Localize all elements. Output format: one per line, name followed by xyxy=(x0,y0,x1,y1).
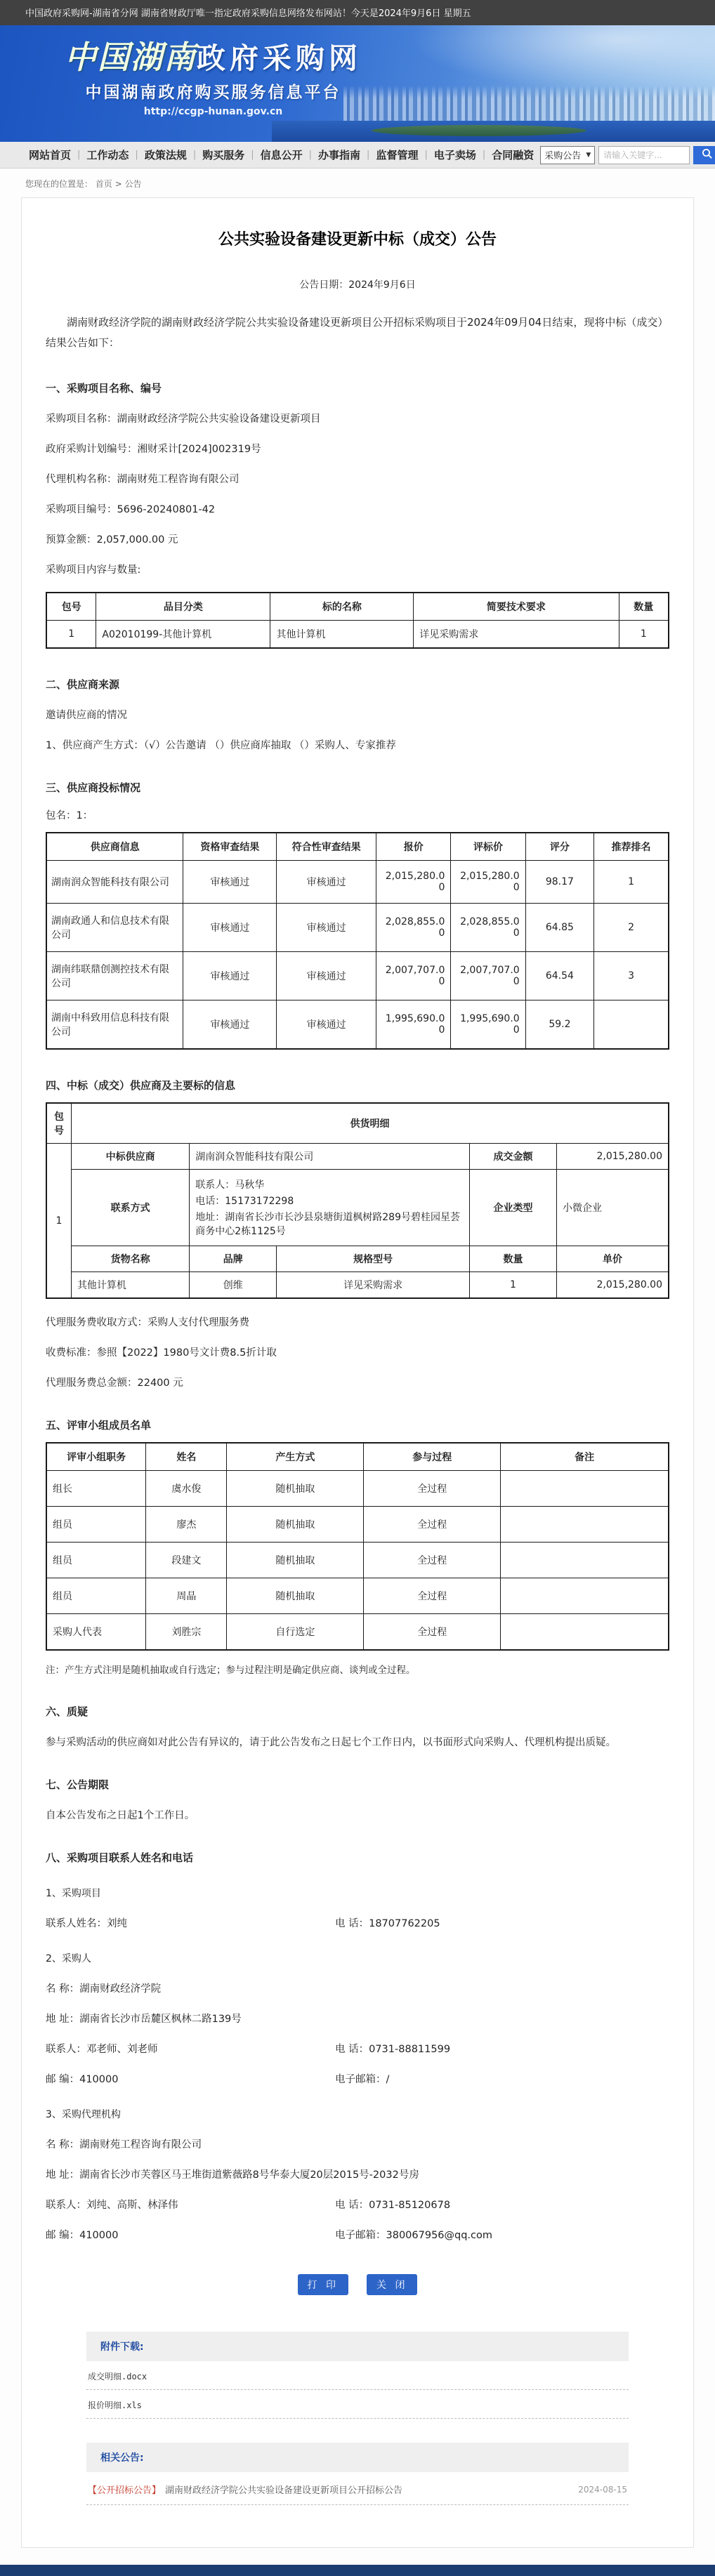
search-button[interactable] xyxy=(693,146,715,164)
table-row xyxy=(46,1578,669,1614)
table-cell: 湖南纬联鼎创测控技术有限公司 xyxy=(46,952,183,1000)
intro-paragraph: 湖南财政经济学院的湖南财政经济学院公共实验设备建设更新项目公开招标采购项目于2024年09月04日结束，现将中标（成交）结果公告如下： xyxy=(46,316,669,349)
top-bar xyxy=(0,0,715,25)
banner-url: http://ccgp-hunan.gov.cn xyxy=(143,106,283,118)
amount-value: 2,015,280.00 xyxy=(556,1144,669,1170)
site-logo xyxy=(65,41,362,117)
table-header-row xyxy=(46,1443,669,1471)
related-announcement-link[interactable] xyxy=(86,2472,629,2505)
column-header: 评分 xyxy=(525,833,593,861)
section2-heading: 二、供应商来源 xyxy=(46,678,120,691)
section7-heading: 七、公告期限 xyxy=(46,1778,110,1791)
project-contact-phone: 电 话：18707762205 xyxy=(335,1918,440,1929)
table-cell: 组员 xyxy=(46,1578,146,1614)
table-cell: 全过程 xyxy=(364,1578,501,1614)
table-cell: 随机抽取 xyxy=(227,1578,364,1614)
table-cell: 全过程 xyxy=(364,1507,501,1543)
column-header: 资格审查结果 xyxy=(183,833,277,861)
agency-name: 名 称：湖南财苑工程咨询有限公司 xyxy=(46,2139,202,2151)
section8-heading: 八、采购项目联系人姓名和电话 xyxy=(46,1851,194,1864)
table-cell xyxy=(501,1578,669,1614)
table-cell: 1 xyxy=(619,621,669,649)
table-row xyxy=(46,621,669,649)
agency-phone: 电 话：0731-85120678 xyxy=(335,2200,451,2211)
nav-item-info-disclosure[interactable]: 信息公开 xyxy=(260,149,303,161)
table-cell: 周晶 xyxy=(146,1578,227,1614)
table-cell: 审核通过 xyxy=(277,861,376,904)
attachment-link[interactable]: 成交明细.docx xyxy=(86,2361,629,2390)
table-cell: 组员 xyxy=(46,1543,146,1578)
table-cell: 审核通过 xyxy=(183,952,277,1000)
table-cell: 虞水俊 xyxy=(146,1471,227,1507)
table-cell: 1,995,690.00 xyxy=(451,1000,525,1050)
related-header: 相关公告: xyxy=(86,2443,629,2472)
chevron-down-icon: ▼ xyxy=(586,151,591,159)
table-row xyxy=(46,861,669,904)
table-cell: 2,007,707.00 xyxy=(376,952,451,1000)
purchaser-address: 地 址：湖南省长沙市岳麓区枫林二路139号 xyxy=(46,2014,242,2025)
column-header: 评标价 xyxy=(451,833,525,861)
table-cell xyxy=(501,1471,669,1507)
purchaser-contact: 联系人：邓老师、刘老师 xyxy=(46,2044,158,2055)
main-nav xyxy=(0,142,715,169)
action-button-row xyxy=(46,2274,669,2295)
table-cell: 1,995,690.00 xyxy=(376,1000,451,1050)
table-cell: 全过程 xyxy=(364,1614,501,1651)
nav-separator: | xyxy=(424,150,428,160)
table-cell: 随机抽取 xyxy=(227,1507,364,1543)
table-cell xyxy=(501,1543,669,1578)
contact-label: 联系方式 xyxy=(71,1170,189,1246)
table-header-row xyxy=(46,593,669,621)
table-cell xyxy=(594,1000,669,1050)
table-cell: 2,028,855.00 xyxy=(376,904,451,952)
table-row xyxy=(46,904,669,952)
page-title: 公共实验设备建设更新中标（成交）公告 xyxy=(218,231,497,249)
table-cell: 组长 xyxy=(46,1471,146,1507)
table-cell: 审核通过 xyxy=(183,1000,277,1050)
section6-body: 参与采购活动的供应商如对此公告有异议的，请于此公告发布之日起七个工作日内，以书面形式向采购人、代理机构提出质疑。 xyxy=(46,1737,616,1748)
nav-separator: | xyxy=(367,150,370,160)
sub3-label: 3、采购代理机构 xyxy=(46,2109,121,2120)
table-header-row xyxy=(46,833,669,861)
attachment-link[interactable]: 报价明细.xls xyxy=(86,2390,629,2419)
goods-qty: 1 xyxy=(469,1272,556,1299)
project-contact-name: 联系人姓名：刘纯 xyxy=(46,1918,127,1929)
attachments-section xyxy=(86,2332,629,2419)
table-cell xyxy=(501,1507,669,1543)
nav-item-news[interactable]: 工作动态 xyxy=(86,149,129,161)
agency-address: 地 址：湖南省长沙市芙蓉区马王堆街道紫薇路8号华泰大厦20层2015号-2032号房 xyxy=(46,2169,419,2181)
breadcrumb-current-link[interactable]: 公告 xyxy=(124,179,142,189)
info-line: 政府采购计划编号：湘财采计[2024]002319号 xyxy=(46,444,261,455)
column-header: 供应商信息 xyxy=(46,833,183,861)
table-cell: 详见采购需求 xyxy=(414,621,619,649)
purchaser-phone: 电 话：0731-88811599 xyxy=(335,2044,451,2055)
award-table xyxy=(46,1102,669,1299)
enterprise-type-value: 小微企业 xyxy=(556,1170,669,1246)
info-line: 采购项目名称：湖南财政经济学院公共实验设备建设更新项目 xyxy=(46,414,321,425)
sub1-label: 1、采购项目 xyxy=(46,1888,101,1899)
info-line: 代理服务费总金额：22400 元 xyxy=(46,1378,183,1389)
column-header: 报价 xyxy=(376,833,451,861)
table-row xyxy=(46,1614,669,1651)
info-line: 采购项目编号：5696-20240801-42 xyxy=(46,504,216,515)
nav-item-emarket[interactable]: 电子卖场 xyxy=(433,149,476,161)
table-cell: 64.85 xyxy=(525,904,593,952)
nav-separator: | xyxy=(192,150,197,160)
award-package-no: 1 xyxy=(46,1144,71,1299)
brand-calligraphy: 中国湖南 xyxy=(65,39,197,76)
column-header: 数量 xyxy=(619,593,669,621)
contact-address: 地址：湖南省长沙市长沙县泉塘街道枫树路289号碧桂园星荟商务中心2栋1125号 xyxy=(195,1212,460,1237)
panel-note: 注：产生方式注明是随机抽取或自行选定；参与过程注明是确定供应商、谈判或全过程。 xyxy=(46,1665,416,1676)
search-box xyxy=(540,146,715,164)
table-cell: 3 xyxy=(594,952,669,1000)
notice-content-card xyxy=(21,197,694,2548)
table-row xyxy=(46,1471,669,1507)
items-table xyxy=(46,592,669,649)
nav-item-contract-finance[interactable]: 合同融资 xyxy=(492,149,534,161)
winner-label: 中标供应商 xyxy=(71,1144,189,1170)
review-panel-table xyxy=(46,1442,669,1651)
announcement-date: 公告日期：2024年9月6日 xyxy=(299,279,416,291)
search-category-select[interactable] xyxy=(540,146,595,164)
sub2-label: 2、采购人 xyxy=(46,1953,91,1964)
table-row xyxy=(46,1543,669,1578)
table-cell: 其他计算机 xyxy=(270,621,414,649)
table-cell: 刘胜宗 xyxy=(146,1614,227,1651)
award-baohao-header: 包号 xyxy=(46,1103,71,1144)
table-cell: 审核通过 xyxy=(277,952,376,1000)
table-cell: 2,015,280.00 xyxy=(376,861,451,904)
column-header: 评审小组职务 xyxy=(46,1443,146,1471)
winner-name: 湖南润众智能科技有限公司 xyxy=(190,1144,470,1170)
table-cell: 组员 xyxy=(46,1507,146,1543)
contact-pair-row xyxy=(46,2197,669,2212)
nav-separator: | xyxy=(482,150,486,160)
table-cell: 2 xyxy=(594,904,669,952)
nav-separator: | xyxy=(308,150,313,160)
enterprise-type-label: 企业类型 xyxy=(469,1170,556,1246)
top-bar-text: 中国政府采购网-湖南省分网 湖南省财政厅唯一指定政府采购信息网络发布网站！今天是2024年9月6日 星期五 xyxy=(25,8,471,19)
column-header: 推荐排名 xyxy=(594,833,669,861)
breadcrumb-prefix: 您现在的位置是： xyxy=(25,179,93,189)
package-label: 包名：1： xyxy=(46,810,93,821)
contact-pair-row xyxy=(46,2071,669,2086)
table-cell: 廖杰 xyxy=(146,1507,227,1543)
section4-heading: 四、中标（成交）供应商及主要标的信息 xyxy=(46,1079,236,1092)
column-header: 标的名称 xyxy=(270,593,414,621)
related-date: 2024-08-15 xyxy=(578,2484,627,2495)
goods-brand: 创维 xyxy=(190,1272,277,1299)
nav-separator: | xyxy=(77,150,81,160)
nav-item-home[interactable]: 网站首页 xyxy=(29,149,72,161)
banner-cityscape-decor xyxy=(343,86,715,122)
agency-contact: 联系人：刘纯、高斯、林泽伟 xyxy=(46,2200,178,2211)
column-header: 产生方式 xyxy=(227,1443,364,1471)
info-line: 采购项目内容与数量: xyxy=(46,564,141,576)
breadcrumb-separator: > xyxy=(114,179,122,189)
purchaser-name: 名 称：湖南财政经济学院 xyxy=(46,1983,162,1995)
award-detail-header: 供货明细 xyxy=(71,1103,669,1144)
table-cell: 审核通过 xyxy=(183,861,277,904)
column-header: 包号 xyxy=(46,593,96,621)
section3-heading: 三、供应商投标情况 xyxy=(46,781,141,794)
breadcrumb xyxy=(0,169,715,196)
site-banner xyxy=(0,25,715,142)
nav-separator: | xyxy=(135,150,138,160)
amount-label: 成交金额 xyxy=(469,1144,556,1170)
table-cell: 98.17 xyxy=(525,861,593,904)
banner-sky-decor xyxy=(393,25,715,95)
column-header: 简要技术要求 xyxy=(414,593,619,621)
related-section xyxy=(86,2443,629,2505)
nav-separator: | xyxy=(251,150,254,160)
table-cell: 2,007,707.00 xyxy=(451,952,525,1000)
search-icon xyxy=(702,148,713,161)
contact-pair-row xyxy=(46,2227,669,2242)
nav-item-guide[interactable]: 办事指南 xyxy=(318,149,361,161)
goods-header: 货物名称 xyxy=(71,1246,189,1272)
table-row xyxy=(46,952,669,1000)
banner-subtitle: 中国湖南政府购买服务信息平台 xyxy=(85,84,341,103)
nav-item-purchase-service[interactable]: 购买服务 xyxy=(202,149,245,161)
column-header: 品目分类 xyxy=(96,593,270,621)
column-header: 参与过程 xyxy=(364,1443,501,1471)
related-tag: 【公开招标公告】 xyxy=(88,2485,162,2496)
table-cell: 审核通过 xyxy=(277,904,376,952)
table-cell: 审核通过 xyxy=(277,1000,376,1050)
banner-island-decor xyxy=(372,125,586,136)
search-input[interactable] xyxy=(598,146,690,164)
contact-person: 联系人：马秋华 xyxy=(195,1180,265,1191)
table-cell: 湖南政通人和信息技术有限公司 xyxy=(46,904,183,952)
table-cell: 段建文 xyxy=(146,1543,227,1578)
info-line: 收费标准：参照【2022】1980号文计费8.5折计取 xyxy=(46,1347,277,1359)
purchaser-zip: 邮 编：410000 xyxy=(46,2074,119,2085)
column-header: 姓名 xyxy=(146,1443,227,1471)
footer-bar xyxy=(0,2565,715,2576)
goods-header: 品牌 xyxy=(190,1246,277,1272)
related-title: 湖南财政经济学院公共实验设备建设更新项目公开招标公告 xyxy=(165,2485,403,2496)
column-header: 符合性审查结果 xyxy=(277,833,376,861)
goods-header: 数量 xyxy=(469,1246,556,1272)
goods-name: 其他计算机 xyxy=(71,1272,189,1299)
table-cell xyxy=(501,1614,669,1651)
brand-title: 政府采购网 xyxy=(197,41,362,75)
goods-header: 规格型号 xyxy=(277,1246,470,1272)
table-cell: 随机抽取 xyxy=(227,1471,364,1507)
table-cell: 采购人代表 xyxy=(46,1614,146,1651)
contact-phone: 电话：15173172298 xyxy=(195,1196,294,1207)
section7-body: 自本公告发布之日起1个工作日。 xyxy=(46,1810,195,1821)
info-line: 代理机构名称：湖南财苑工程咨询有限公司 xyxy=(46,474,240,485)
table-row xyxy=(46,1507,669,1543)
info-line: 预算金额：2,057,000.00 元 xyxy=(46,534,178,546)
table-cell: A02010199-其他计算机 xyxy=(96,621,270,649)
contact-pair-row xyxy=(46,1915,669,1930)
contact-info xyxy=(190,1170,470,1246)
table-cell: 湖南中科致用信息科技有限公司 xyxy=(46,1000,183,1050)
section6-heading: 六、质疑 xyxy=(46,1705,88,1718)
breadcrumb-home-link[interactable]: 首页 xyxy=(95,179,112,189)
table-cell: 59.2 xyxy=(525,1000,593,1050)
column-header: 备注 xyxy=(501,1443,669,1471)
table-cell: 2,028,855.00 xyxy=(451,904,525,952)
table-cell: 1 xyxy=(594,861,669,904)
print-button[interactable]: 打 印 xyxy=(298,2274,348,2295)
table-cell: 自行选定 xyxy=(227,1614,364,1651)
bidders-table xyxy=(46,832,669,1050)
goods-spec: 详见采购需求 xyxy=(277,1272,470,1299)
section1-heading: 一、采购项目名称、编号 xyxy=(46,382,162,395)
nav-item-policy[interactable]: 政策法规 xyxy=(144,149,187,161)
contact-pair-row xyxy=(46,2041,669,2056)
purchaser-email: 电子邮箱：/ xyxy=(335,2074,390,2085)
nav-item-supervision[interactable]: 监督管理 xyxy=(376,149,419,161)
table-cell: 2,015,280.00 xyxy=(451,861,525,904)
info-line: 1、供应商产生方式：（√）公告邀请 （）供应商库抽取 （）采购人、专家推荐 xyxy=(46,740,396,751)
table-cell: 64.54 xyxy=(525,952,593,1000)
info-line: 邀请供应商的情况 xyxy=(46,710,127,721)
table-cell: 审核通过 xyxy=(183,904,277,952)
attachments-header: 附件下载: xyxy=(86,2332,629,2361)
table-cell: 1 xyxy=(46,621,96,649)
agency-email: 电子邮箱：380067956@qq.com xyxy=(335,2230,493,2241)
agency-zip: 邮 编：410000 xyxy=(46,2230,119,2241)
close-button[interactable]: 关 闭 xyxy=(367,2274,417,2295)
table-cell: 随机抽取 xyxy=(227,1543,364,1578)
table-row xyxy=(46,1000,669,1050)
table-cell: 湖南润众智能科技有限公司 xyxy=(46,861,183,904)
goods-header: 单价 xyxy=(556,1246,669,1272)
table-cell: 全过程 xyxy=(364,1543,501,1578)
section5-heading: 五、评审小组成员名单 xyxy=(46,1419,152,1432)
goods-unit-price: 2,015,280.00 xyxy=(556,1272,669,1299)
search-category-value: 采购公告 xyxy=(544,151,582,161)
info-line: 代理服务费收取方式：采购人支付代理服务费 xyxy=(46,1317,249,1328)
table-cell: 全过程 xyxy=(364,1471,501,1507)
